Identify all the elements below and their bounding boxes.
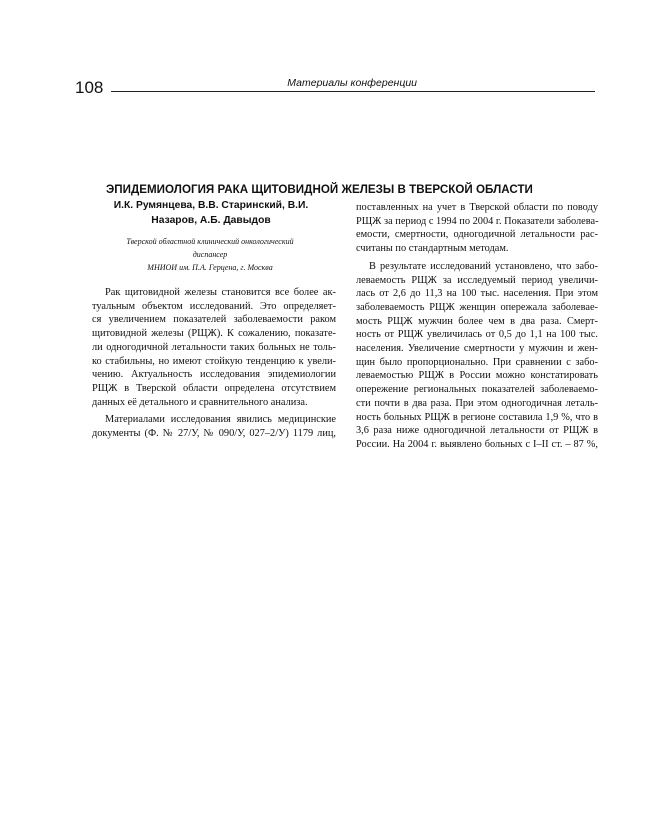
text-line: ко стабильны, но имеют стойкую тенденцию к увели- [92, 355, 336, 367]
text-line: данных её детального и сравнительного анализа. [92, 396, 308, 408]
text-line: щин было пропорционально. При сравнении с забо- [356, 356, 598, 368]
text-line: ность от РЩЖ увеличилась от 0,5 до 1,1 на 100 тыс. [356, 329, 598, 341]
text-line: ся увеличением показателей заболеваемости раком [92, 314, 336, 326]
page-number: 108 [75, 78, 104, 97]
text-line: емости, смертности, одногодичной летальности рас- [356, 229, 598, 241]
text-line: считаны по стандартным методам. [356, 243, 509, 255]
authors-line: Назаров, А.Б. Давыдов [151, 215, 271, 226]
affiliation-line: Тверской областной клинический онкологический [126, 237, 294, 246]
authors-line: И.К. Румянцева, В.В. Старинский, В.И. [113, 200, 309, 211]
text-line: заболеваемость РЩЖ женщин опережала заболевае- [356, 301, 598, 313]
header-rule [111, 91, 595, 92]
article-title: ЭПИДЕМИОЛОГИЯ РАКА ЩИТОВИДНОЙ ЖЕЛЕЗЫ В ТВЕРСКОЙ ОБЛАСТИ [106, 183, 533, 196]
affiliation-line: МНИОИ им. П.А. Герцена, г. Москва [147, 263, 273, 272]
affiliation-line: диспансер [192, 250, 228, 259]
paragraph [356, 260, 598, 452]
text-line: 3,6 раза ниже одногодичной летальности от РЩЖ в [356, 425, 598, 437]
text-line: леваемость РЩЖ за исследуемый период увеличи- [356, 274, 598, 286]
text-line: чению. Актуальность исследования эпидемиологии [92, 369, 336, 381]
text-line: опережение региональных показателей заболеваемо- [356, 384, 598, 396]
text-line: документы (Ф. № 27/У, № 090/У, 027–2/У) 1179 лиц, [92, 428, 336, 440]
text-line: РЩЖ в Тверской области определена отсутствием [92, 382, 336, 394]
text-line: мость РЩЖ мужчин более чем в два раза. Смерт- [356, 315, 598, 327]
text-line: РЩЖ за период с 1994 по 2004 г. Показатели заболева- [356, 215, 599, 227]
article-affiliation [85, 235, 335, 274]
text-line: сти почти в два раза. При этом одногодичная леталь- [356, 397, 598, 409]
text-line: туальным объектом исследований. Это определяет- [92, 300, 336, 312]
text-line: леваемостью РЩЖ в России можно констатировать [356, 370, 598, 382]
text-line: В результате исследований установлено, что забо- [369, 260, 598, 272]
text-line: лась от 2,6 до 11,3 на 100 тыс. населения. При этом [356, 288, 598, 300]
text-line: России. На 2004 г. выявлено больных с I–II ст. – 87 %, [356, 438, 598, 450]
text-line: ность больных РЩЖ в регионе составила 1,9 %, что в [356, 411, 598, 423]
text-line: поставленных на учет в Тверской области по поводу [356, 202, 598, 213]
running-head: Материалы конференции [287, 77, 417, 89]
running-header [75, 70, 595, 96]
text-line: щитовидной железы (РЩЖ). К сожалению, показате- [92, 328, 336, 340]
body-column-left [92, 286, 336, 441]
paragraph [92, 286, 336, 409]
body-column-right [356, 201, 598, 452]
text-line: Рак щитовидной железы становится все более ак- [105, 287, 336, 298]
text-line: ли одногодичной летальности таких больных не толь- [92, 341, 336, 353]
text-line: населения. Увеличение смертности у мужчин и жен- [356, 343, 598, 355]
text-line: Материалами исследования явились медицинские [105, 414, 336, 426]
article-authors [89, 198, 333, 228]
paragraph [356, 201, 598, 256]
paragraph [92, 413, 336, 440]
